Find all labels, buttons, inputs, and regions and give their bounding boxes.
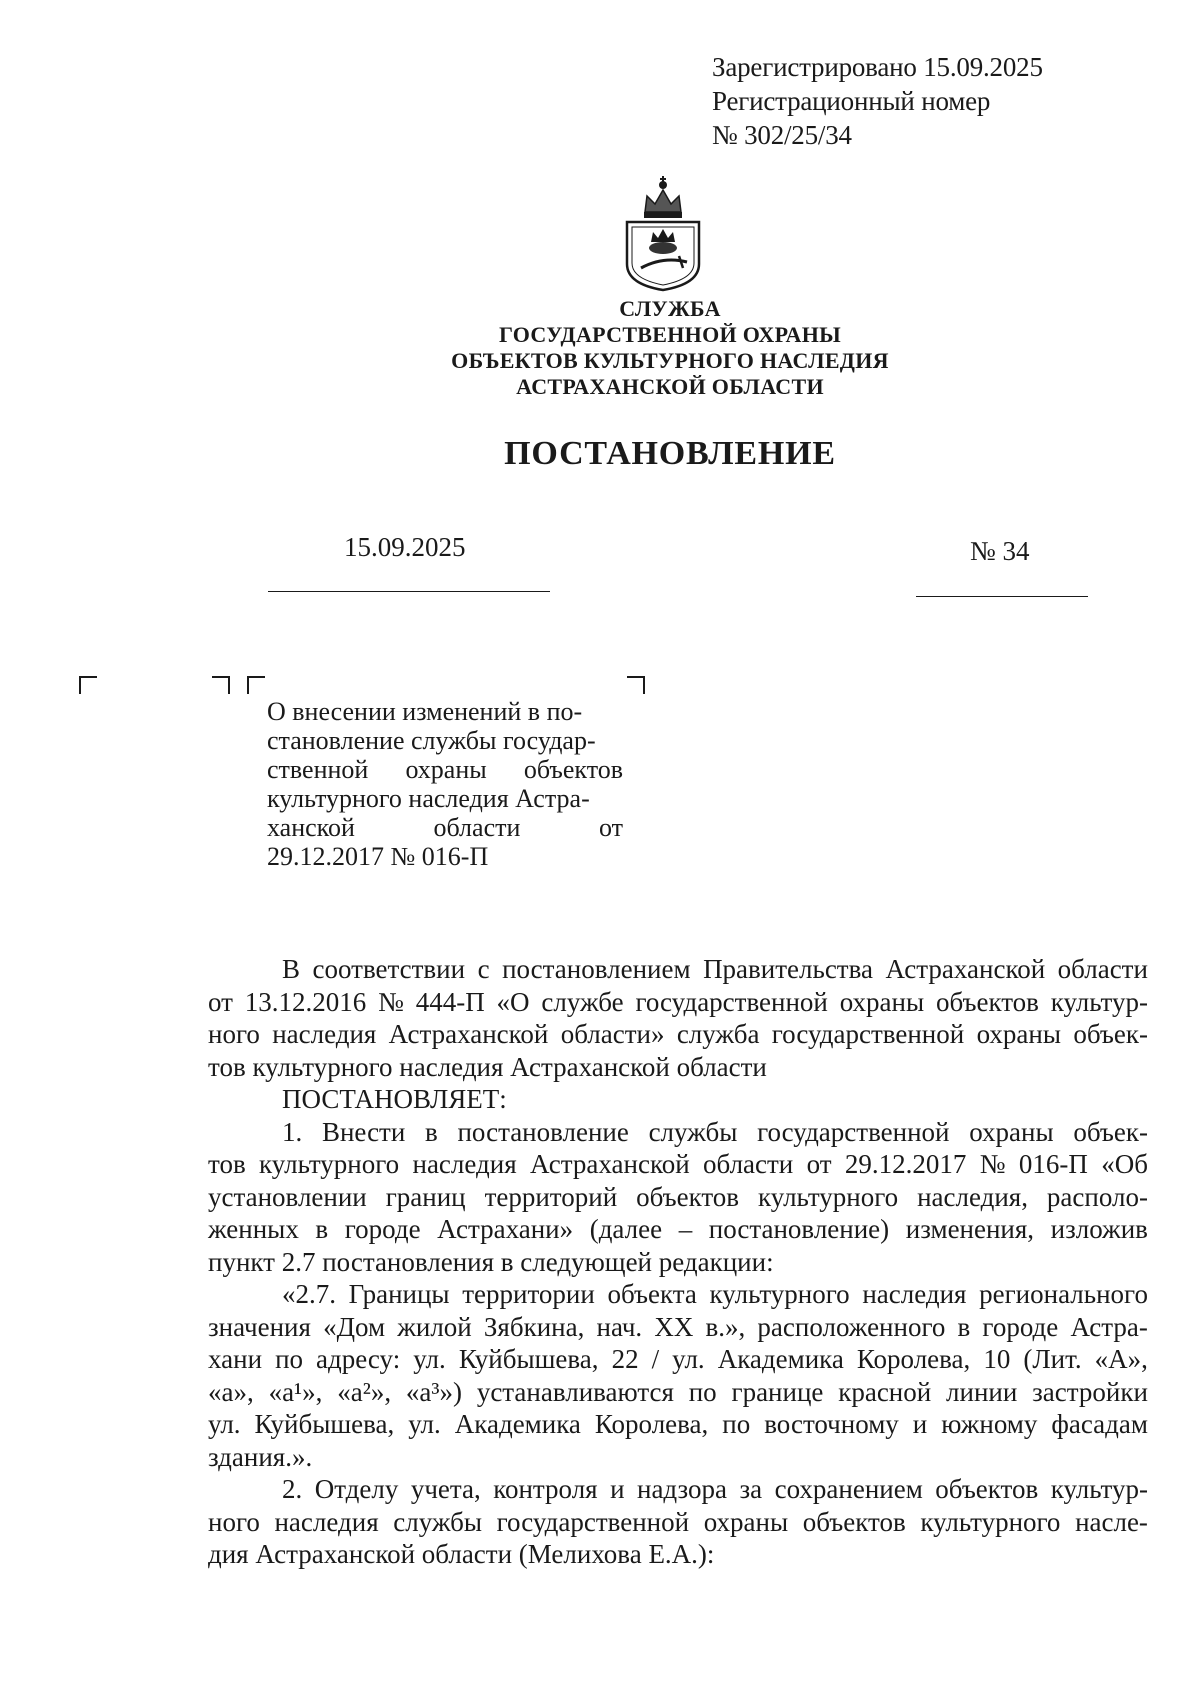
body-line: пункт 2.7 постановления в следующей редакции: [208, 1246, 774, 1277]
body-line: ул. Куйбышева, ул. Академика Королева, по восточному и южному фасадам [208, 1409, 1148, 1439]
subject-text: 29.12.2017 № 016-П [267, 842, 489, 871]
coat-of-arms-icon [617, 172, 709, 294]
body-line: тов культурного наследия Астраханской области от 29.12.2017 № 016-П «Об [208, 1149, 1148, 1179]
subject-line [267, 813, 623, 842]
subject-text: становление службы государ- [267, 726, 596, 755]
number-underline [916, 596, 1088, 597]
subject-text: ханской [267, 813, 355, 842]
subject-text: культурного наследия Астра- [267, 784, 590, 813]
agency-line: ГОСУДАРСТВЕННОЙ ОХРАНЫ [498, 322, 842, 347]
body-line: ного наследия службы государственной охраны объектов культурного насле- [208, 1506, 1148, 1537]
date-underline [268, 591, 550, 592]
body-line: ПОСТАНОВЛЯЕТ: [282, 1084, 507, 1114]
subject-line [267, 755, 623, 784]
body-line: 2. Отделу учета, контроля и надзора за сохранением объектов культур- [282, 1474, 1148, 1504]
body-line: 1. Внести в постановление службы государственной охраны объек- [282, 1116, 1148, 1147]
subject-text: от [598, 813, 623, 842]
subject-line [267, 784, 623, 813]
subject-text: ственной [267, 755, 369, 784]
subject-text: области [433, 813, 521, 842]
agency-line: СЛУЖБА [619, 296, 721, 321]
registration-label: Регистрационный номер [712, 86, 991, 116]
subject-line [267, 842, 623, 871]
subject-text: охраны [405, 755, 487, 784]
body-line: здания.». [208, 1441, 313, 1472]
body-line: «а», «а¹», «а²», «а³») устанавливаются по границе красной линии застройки [208, 1376, 1148, 1407]
agency-line: АСТРАХАНСКОЙ ОБЛАСТИ [516, 374, 824, 399]
body-line: установлении границ территорий объектов культурного наследия, располо- [208, 1181, 1148, 1212]
body-line: женных в городе Астрахани» (далее – постановление) изменения, изложив [208, 1214, 1148, 1244]
registration-number: № 302/25/34 [712, 120, 852, 150]
corner-bracket [627, 676, 645, 694]
subject-text: объектов [523, 755, 623, 784]
document-subject [267, 697, 623, 871]
body-line: тов культурного наследия Астраханской области [208, 1051, 767, 1082]
document-date: 15.09.2025 [344, 532, 466, 562]
document-type: ПОСТАНОВЛЕНИЕ [504, 435, 836, 472]
agency-name [300, 296, 1040, 400]
corner-bracket [212, 676, 230, 694]
subject-text: О внесении изменений в по- [267, 697, 583, 726]
document-body [208, 953, 1148, 1571]
body-line: хани по адресу: ул. Куйбышева, 22 / ул. Академика Королева, 10 (Лит. «А», [208, 1344, 1148, 1374]
subject-line [267, 697, 623, 726]
body-line: значения «Дом жилой Зябкина, нач. XX в.», расположенного в городе Астра- [208, 1311, 1148, 1342]
body-line: ного наследия Астраханской области» служба государственной охраны объек- [208, 1019, 1148, 1049]
body-line: от 13.12.2016 № 444-П «О службе государственной охраны объектов культур- [208, 986, 1148, 1017]
corner-bracket [79, 676, 97, 694]
registration-block [712, 50, 1043, 152]
body-line: «2.7. Границы территории объекта культурного наследия регионального [282, 1279, 1148, 1309]
document-number: № 34 [970, 536, 1030, 566]
corner-bracket [247, 676, 265, 694]
subject-line [267, 726, 623, 755]
body-line: В соответствии с постановлением Правительства Астраханской области [282, 954, 1148, 984]
registration-date: Зарегистрировано 15.09.2025 [712, 52, 1043, 82]
body-line: дия Астраханской области (Мелихова Е.А.): [208, 1539, 715, 1569]
agency-line: ОБЪЕКТОВ КУЛЬТУРНОГО НАСЛЕДИЯ [451, 348, 889, 373]
